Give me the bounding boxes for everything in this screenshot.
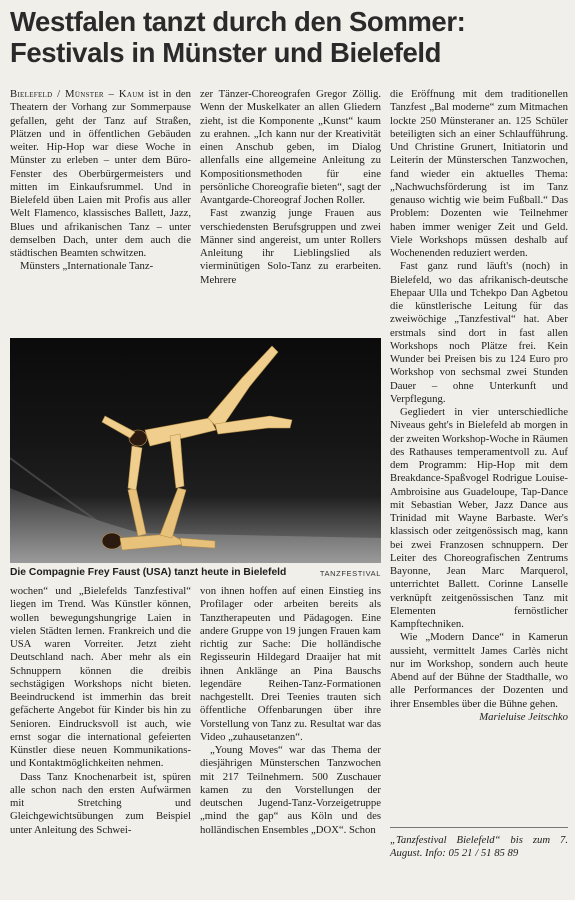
- info-box: [390, 834, 568, 861]
- paragraph: von ihnen hoffen auf einen Einstieg ins Profilager oder arbeiten bereits als Tanztherapeuten und Pädagogen. Eine andere Gruppe von 19 jungen Frauen kam richtig zur Sache: Die holländische Regisseurin Hildegard Draaijer hat mit ihnen Anklänge an Pina Bauschs legendäre Reihen-Tanz-Formationen nachgestellt. Drei Teenies trauten sich öffentliche Offenbarungen über ihre Vorstellung von Tanz zu. Resultat war das Video „zuhausetanzen“.: [200, 585, 381, 743]
- paragraph: Dass Tanz Knochenarbeit ist, spüren alle schon nach den ersten Aufwärmen mit Stretching und Gleichgewichtsübungen zum Beispiel unter Anleitung des Schwei-: [10, 770, 191, 836]
- dancers-illustration: [10, 338, 381, 563]
- column-2-top: [200, 88, 381, 287]
- photo-caption-row: [10, 565, 381, 581]
- paragraph: die Eröffnung mit dem traditionellen Tanzfest „Bal moderne“ zum Mitmachen lockte 250 Münsteraner an. 125 Schüler beteiligten sich an einer Schlaufführung. Und Christine Grunert, Initiatorin und Leiterin der Münsterschen Tanzwochen, fand wieder ein aktuelles Thema: „Nachwuchsförderung ist im Tanz genauso wichtig wie beim Fußball.“ Das Problem: Dozenten wie Teilnehmer haben immer weniger Zeit und Geld. Viele Workshops müssen deshalb auf Wochenenden reduziert werden.: [390, 88, 568, 259]
- paragraph: Münsters „Internationale Tanz-: [20, 260, 154, 273]
- paragraph: wochen“ und „Bielefelds Tanzfestival“ liegen im Trend. Was Künstler können, wollen bewegungshungrige Laien in vielen Städten lernen. Frankreich und die USA waren Vorreiter. Jetzt zieht Deutschland nach. Aber mehr als ein Schnuppern können die dreibis sechstägigen Workshops nicht bieten. Beeindruckend ist immerhin das breit gefächerte Angebot für Kinder bis hin zu Senioren. Eindrucksvoll ist auch, wie ernst sogar die international gefeierten Künstler diese neuen Kommunikations- und Kontaktmöglichkeiten nehmen.: [10, 585, 191, 770]
- headline-line-2: Festivals in Münster und Bielefeld: [10, 37, 442, 68]
- paragraph: zer Tänzer-Choreografen Gregor Zöllig. Wenn der Muskelkater an allen Gliedern zieht, ist die Komponente „Kunst“ kaum zu erahnen. „Ich kann nur der Kreativität einen Anschub geben, im Dialog allenfalls eine allgemeine Anleitung zu Kompositionsmethoden für eine persönliche Choreografie bieten“, sagt der Avantgarde-Choreograf Jochen Roller.: [200, 88, 381, 206]
- paragraph-text: ist in den Theatern der Vorhang zur Sommerpause gefallen, geht der Tanz auf Straßen, Plätzen und in öffentlichen Gebäuden weiter. Hip-Hop war diese Woche in Münster zu erleben – unter dem Büro-Fenster des Oberbürgermeisters und mitten im Einkaufsrummel. Und in Bielefeld üben Laien mit Profis aus aller Welt Flamenco, klassisches Ballett, Jazz, Blues und afrikanischen Tanz – unter demselben Dach, unter dem auch die städtischen Beamten schwitzen.: [10, 88, 192, 259]
- paragraph: Fast zwanzig junge Frauen aus verschiedensten Berufsgruppen und zwei Männer sind angereist, um unter Rollers Anleitung ihr Lieblingslied als vierminütigen Solo-Tanz zu erarbeiten. Mehrere: [200, 207, 381, 286]
- column-3: [390, 88, 568, 724]
- headline-line-1: Westfalen tanzt durch den Sommer:: [10, 6, 466, 37]
- divider: [390, 827, 568, 828]
- paragraph: Wie „Modern Dance“ in Kamerun aussieht, vermittelt James Carlès nicht nur im Workshop, sondern auch heute Abend auf der Bühne der Stadthalle, wo alle Performances der Dozenten und ihrer Ensembles über die Bühne gehen.: [390, 631, 568, 710]
- lower-dancer: [102, 488, 215, 550]
- paragraph: Gegliedert in vier unterschiedliche Niveaus geht's in Bielefeld ab morgen in der zweiten Workshop-Woche in Räumen des Rathauses temperamentvoll zu. Auf dem Programm: Hip-Hop mit dem Breakdance-Spaßvogel Rodrigue Louise-Ambroisine aus Guadeloupe, Tap-Dance mit Sebastian Weber, Jazz Dance aus Trinidad mit Wayne Barbaste. Wer's klassisch oder zeitgenössisch mag, kann bei zwei Franzosen schnuppern. Der Leiter des Choreografischen Zentrums Bayonne, Jean Marc Marquerol, unterrichtet Ballett. Corinne Lanselle verknüpft zeitgenössischen Tanz mit Elementen fernöstlicher Kampftechniken.: [390, 406, 568, 630]
- headline: [10, 6, 570, 68]
- column-1-top: [10, 88, 191, 274]
- dateline: Bielefeld / Münster – Kaum: [10, 88, 145, 100]
- author-byline: Marieluise Jeitschko: [479, 710, 568, 723]
- event-info: „Tanzfestival Bielefeld“ bis zum 7. August. Info: 05 21 / 51 85 89: [390, 834, 568, 860]
- column-2-bottom: [200, 585, 381, 837]
- column-1-bottom: [10, 585, 191, 837]
- upper-dancer: [102, 346, 292, 490]
- paragraph: [10, 88, 191, 260]
- paragraph: „Young Moves“ war das Thema der diesjährigen Münsterschen Tanzwochen mit 217 Teilnehmern. 500 Zuschauer kamen zu den Vorstellungen der deutschen Jugend-Tanz-Vorzeigetruppe „mind the gap“ aus Köln und des holländischen Ensembles „DOX“. Schon: [200, 744, 381, 836]
- dance-photo: [10, 338, 381, 563]
- paragraph: Fast ganz rund läuft's (noch) in Bielefeld, wo das afrikanisch-deutsche Ehepaar Ulla und Tchekpo Dan Agbetou die künstlerische Leitung für das zweiwöchige „Tanzfestival“ hat. Aber erstmals sind dort in fast allen Workshops noch Plätze frei. Kein Wunder bei Preisen bis zu 124 Euro pro Workshop von sechsmal zwei Stunden Dauer – ohne Unterkunft und Verpflegung.: [390, 260, 568, 405]
- photo-credit: TANZFESTIVAL: [319, 569, 381, 578]
- photo-caption: Die Compagnie Frey Faust (USA) tanzt heute in Bielefeld: [10, 567, 287, 578]
